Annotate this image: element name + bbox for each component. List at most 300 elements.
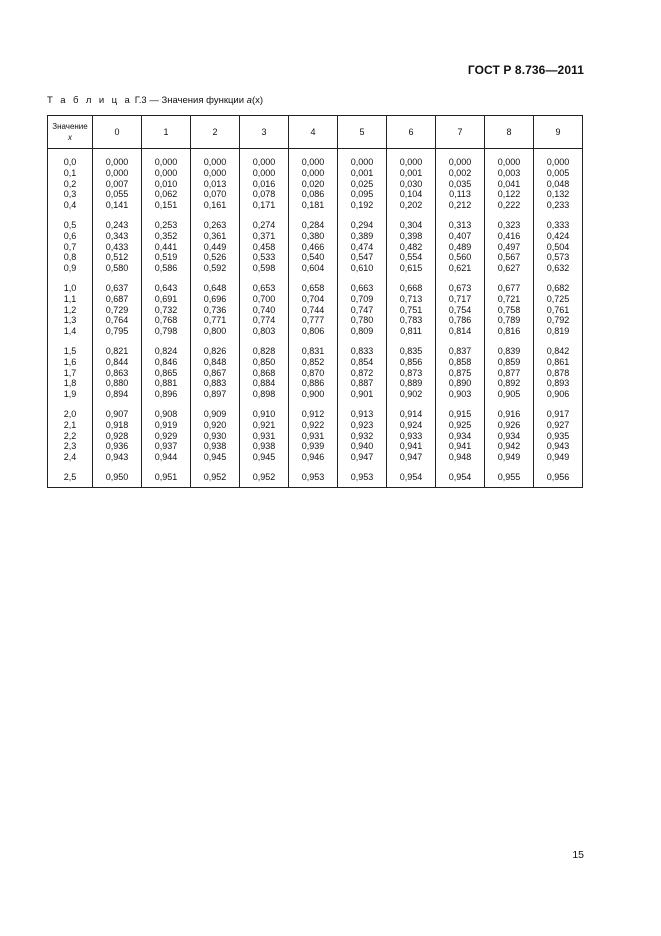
value-cell: 0,846 <box>142 357 191 368</box>
value-cell: 0,908 <box>142 400 191 420</box>
value-cell: 0,643 <box>142 274 191 294</box>
table-row <box>48 200 583 211</box>
value-cell: 0,668 <box>387 274 436 294</box>
value-cell: 0,865 <box>142 368 191 379</box>
value-cell: 0,906 <box>534 389 583 400</box>
value-cell: 0,740 <box>240 305 289 316</box>
value-cell: 0,881 <box>142 378 191 389</box>
value-cell: 0,035 <box>436 179 485 190</box>
values-table <box>47 115 583 488</box>
value-cell: 0,627 <box>485 263 534 274</box>
value-cell: 0,953 <box>338 463 387 487</box>
value-cell: 0,856 <box>387 357 436 368</box>
value-cell: 0,343 <box>93 231 142 242</box>
function-name: a <box>246 95 252 106</box>
value-cell: 0,889 <box>387 378 436 389</box>
value-cell: 0,837 <box>436 337 485 357</box>
value-cell: 0,828 <box>240 337 289 357</box>
value-cell: 0,861 <box>534 357 583 368</box>
value-cell: 0,954 <box>436 463 485 487</box>
value-cell: 0,935 <box>534 431 583 442</box>
value-cell: 0,003 <box>485 168 534 179</box>
value-cell: 0,474 <box>338 242 387 253</box>
value-cell: 0,875 <box>436 368 485 379</box>
value-cell: 0,333 <box>534 211 583 231</box>
document-code: ГОСТ Р 8.736—2011 <box>467 63 584 77</box>
value-cell: 0,831 <box>289 337 338 357</box>
x-value-cell: 1,8 <box>48 378 93 389</box>
value-cell: 0,943 <box>534 441 583 452</box>
x-value-cell: 0,9 <box>48 263 93 274</box>
value-cell: 0,826 <box>191 337 240 357</box>
value-cell: 0,850 <box>240 357 289 368</box>
value-cell: 0,786 <box>436 315 485 326</box>
table-row <box>48 357 583 368</box>
value-cell: 0,792 <box>534 315 583 326</box>
value-cell: 0,222 <box>485 200 534 211</box>
table-row <box>48 211 583 231</box>
value-cell: 0,466 <box>289 242 338 253</box>
value-cell: 0,000 <box>289 168 338 179</box>
value-cell: 0,809 <box>338 326 387 337</box>
value-cell: 0,816 <box>485 326 534 337</box>
value-cell: 0,777 <box>289 315 338 326</box>
value-cell: 0,931 <box>289 431 338 442</box>
value-cell: 0,925 <box>436 420 485 431</box>
value-cell: 0,868 <box>240 368 289 379</box>
value-cell: 0,721 <box>485 294 534 305</box>
value-cell: 0,930 <box>191 431 240 442</box>
x-value-cell: 1,5 <box>48 337 93 357</box>
table-row <box>48 368 583 379</box>
value-cell: 0,274 <box>240 211 289 231</box>
value-cell: 0,086 <box>289 189 338 200</box>
value-cell: 0,819 <box>534 326 583 337</box>
x-value-cell: 1,9 <box>48 389 93 400</box>
value-cell: 0,938 <box>191 441 240 452</box>
table-row <box>48 263 583 274</box>
value-cell: 0,863 <box>93 368 142 379</box>
value-cell: 0,858 <box>436 357 485 368</box>
value-cell: 0,839 <box>485 337 534 357</box>
x-header-symbol: x <box>68 133 72 142</box>
value-cell: 0,890 <box>436 378 485 389</box>
value-cell: 0,910 <box>240 400 289 420</box>
value-cell: 0,859 <box>485 357 534 368</box>
value-cell: 0,803 <box>240 326 289 337</box>
value-cell: 0,948 <box>436 452 485 463</box>
value-cell: 0,872 <box>338 368 387 379</box>
value-cell: 0,141 <box>93 200 142 211</box>
value-cell: 0,202 <box>387 200 436 211</box>
value-cell: 0,621 <box>436 263 485 274</box>
x-value-cell: 0,4 <box>48 200 93 211</box>
value-cell: 0,923 <box>338 420 387 431</box>
value-cell: 0,212 <box>436 200 485 211</box>
value-cell: 0,941 <box>436 441 485 452</box>
value-cell: 0,896 <box>142 389 191 400</box>
value-cell: 0,573 <box>534 252 583 263</box>
value-cell: 0,936 <box>93 441 142 452</box>
value-cell: 0,010 <box>142 179 191 190</box>
table-row <box>48 179 583 190</box>
value-cell: 0,814 <box>436 326 485 337</box>
value-cell: 0,931 <box>240 431 289 442</box>
x-value-cell: 0,2 <box>48 179 93 190</box>
table-row <box>48 378 583 389</box>
value-cell: 0,682 <box>534 274 583 294</box>
value-cell: 0,774 <box>240 315 289 326</box>
column-header: 4 <box>289 116 338 149</box>
x-column-header <box>48 116 93 149</box>
value-cell: 0,497 <box>485 242 534 253</box>
value-cell: 0,917 <box>534 400 583 420</box>
value-cell: 0,407 <box>436 231 485 242</box>
value-cell: 0,744 <box>289 305 338 316</box>
table-row <box>48 326 583 337</box>
value-cell: 0,598 <box>240 263 289 274</box>
table-row <box>48 463 583 487</box>
value-cell: 0,842 <box>534 337 583 357</box>
value-cell: 0,950 <box>93 463 142 487</box>
value-cell: 0,934 <box>485 431 534 442</box>
value-cell: 0,905 <box>485 389 534 400</box>
value-cell: 0,070 <box>191 189 240 200</box>
value-cell: 0,952 <box>240 463 289 487</box>
value-cell: 0,953 <box>289 463 338 487</box>
page-number: 15 <box>572 849 584 861</box>
value-cell: 0,512 <box>93 252 142 263</box>
value-cell: 0,691 <box>142 294 191 305</box>
value-cell: 0,122 <box>485 189 534 200</box>
column-header: 0 <box>93 116 142 149</box>
value-cell: 0,416 <box>485 231 534 242</box>
value-cell: 0,113 <box>436 189 485 200</box>
x-value-cell: 2,2 <box>48 431 93 442</box>
value-cell: 0,030 <box>387 179 436 190</box>
x-header-label: Значение <box>52 122 88 131</box>
value-cell: 0,000 <box>436 149 485 168</box>
value-cell: 0,181 <box>289 200 338 211</box>
value-cell: 0,243 <box>93 211 142 231</box>
value-cell: 0,901 <box>338 389 387 400</box>
value-cell: 0,233 <box>534 200 583 211</box>
value-cell: 0,844 <box>93 357 142 368</box>
value-cell: 0,586 <box>142 263 191 274</box>
value-cell: 0,887 <box>338 378 387 389</box>
x-value-cell: 1,1 <box>48 294 93 305</box>
value-cell: 0,717 <box>436 294 485 305</box>
value-cell: 0,893 <box>534 378 583 389</box>
function-argument: (x) <box>251 95 264 106</box>
value-cell: 0,171 <box>240 200 289 211</box>
value-cell: 0,854 <box>338 357 387 368</box>
value-cell: 0,637 <box>93 274 142 294</box>
value-cell: 0,313 <box>436 211 485 231</box>
value-cell: 0,761 <box>534 305 583 316</box>
value-cell: 0,945 <box>240 452 289 463</box>
x-value-cell: 1,3 <box>48 315 93 326</box>
value-cell: 0,016 <box>240 179 289 190</box>
x-value-cell: 0,5 <box>48 211 93 231</box>
value-cell: 0,458 <box>240 242 289 253</box>
value-cell: 0,939 <box>289 441 338 452</box>
value-cell: 0,323 <box>485 211 534 231</box>
value-cell: 0,951 <box>142 463 191 487</box>
value-cell: 0,000 <box>240 149 289 168</box>
value-cell: 0,918 <box>93 420 142 431</box>
table-word: Т а б л и ц а <box>47 95 133 106</box>
value-cell: 0,941 <box>387 441 436 452</box>
value-cell: 0,884 <box>240 378 289 389</box>
value-cell: 0,867 <box>191 368 240 379</box>
value-cell: 0,949 <box>534 452 583 463</box>
value-cell: 0,800 <box>191 326 240 337</box>
value-cell: 0,924 <box>387 420 436 431</box>
value-cell: 0,824 <box>142 337 191 357</box>
value-cell: 0,095 <box>338 189 387 200</box>
value-cell: 0,954 <box>387 463 436 487</box>
value-cell: 0,025 <box>338 179 387 190</box>
value-cell: 0,658 <box>289 274 338 294</box>
value-cell: 0,592 <box>191 263 240 274</box>
x-value-cell: 0,0 <box>48 149 93 168</box>
x-value-cell: 0,3 <box>48 189 93 200</box>
value-cell: 0,713 <box>387 294 436 305</box>
value-cell: 0,132 <box>534 189 583 200</box>
value-cell: 0,709 <box>338 294 387 305</box>
value-cell: 0,909 <box>191 400 240 420</box>
value-cell: 0,789 <box>485 315 534 326</box>
value-cell: 0,604 <box>289 263 338 274</box>
value-cell: 0,937 <box>142 441 191 452</box>
value-cell: 0,922 <box>289 420 338 431</box>
value-cell: 0,540 <box>289 252 338 263</box>
x-value-cell: 2,3 <box>48 441 93 452</box>
value-cell: 0,055 <box>93 189 142 200</box>
value-cell: 0,944 <box>142 452 191 463</box>
value-cell: 0,294 <box>338 211 387 231</box>
x-value-cell: 0,1 <box>48 168 93 179</box>
value-cell: 0,001 <box>387 168 436 179</box>
value-cell: 0,398 <box>387 231 436 242</box>
value-cell: 0,424 <box>534 231 583 242</box>
table-row <box>48 149 583 168</box>
value-cell: 0,700 <box>240 294 289 305</box>
value-cell: 0,754 <box>436 305 485 316</box>
value-cell: 0,000 <box>142 168 191 179</box>
value-cell: 0,725 <box>534 294 583 305</box>
x-value-cell: 1,0 <box>48 274 93 294</box>
value-cell: 0,632 <box>534 263 583 274</box>
value-cell: 0,615 <box>387 263 436 274</box>
value-cell: 0,928 <box>93 431 142 442</box>
value-cell: 0,933 <box>387 431 436 442</box>
value-cell: 0,441 <box>142 242 191 253</box>
table-row <box>48 431 583 442</box>
value-cell: 0,519 <box>142 252 191 263</box>
value-cell: 0,848 <box>191 357 240 368</box>
x-value-cell: 0,6 <box>48 231 93 242</box>
value-cell: 0,945 <box>191 452 240 463</box>
value-cell: 0,920 <box>191 420 240 431</box>
value-cell: 0,000 <box>142 149 191 168</box>
table-row <box>48 315 583 326</box>
value-cell: 0,560 <box>436 252 485 263</box>
x-value-cell: 1,7 <box>48 368 93 379</box>
value-cell: 0,704 <box>289 294 338 305</box>
value-cell: 0,955 <box>485 463 534 487</box>
value-cell: 0,648 <box>191 274 240 294</box>
value-cell: 0,929 <box>142 431 191 442</box>
table-row <box>48 189 583 200</box>
value-cell: 0,852 <box>289 357 338 368</box>
value-cell: 0,768 <box>142 315 191 326</box>
value-cell: 0,927 <box>534 420 583 431</box>
value-cell: 0,673 <box>436 274 485 294</box>
value-cell: 0,729 <box>93 305 142 316</box>
value-cell: 0,914 <box>387 400 436 420</box>
column-header: 9 <box>534 116 583 149</box>
value-cell: 0,361 <box>191 231 240 242</box>
value-cell: 0,002 <box>436 168 485 179</box>
value-cell: 0,000 <box>485 149 534 168</box>
value-cell: 0,007 <box>93 179 142 190</box>
value-cell: 0,835 <box>387 337 436 357</box>
value-cell: 0,526 <box>191 252 240 263</box>
value-cell: 0,751 <box>387 305 436 316</box>
value-cell: 0,811 <box>387 326 436 337</box>
value-cell: 0,380 <box>289 231 338 242</box>
value-cell: 0,873 <box>387 368 436 379</box>
value-cell: 0,771 <box>191 315 240 326</box>
value-cell: 0,696 <box>191 294 240 305</box>
value-cell: 0,898 <box>240 389 289 400</box>
value-cell: 0,000 <box>240 168 289 179</box>
table-row <box>48 242 583 253</box>
value-cell: 0,000 <box>534 149 583 168</box>
value-cell: 0,547 <box>338 252 387 263</box>
value-cell: 0,833 <box>338 337 387 357</box>
value-cell: 0,934 <box>436 431 485 442</box>
value-cell: 0,926 <box>485 420 534 431</box>
table-row <box>48 452 583 463</box>
value-cell: 0,795 <box>93 326 142 337</box>
x-value-cell: 2,0 <box>48 400 93 420</box>
header-row <box>48 116 583 149</box>
x-value-cell: 2,5 <box>48 463 93 487</box>
table-row <box>48 420 583 431</box>
column-header: 2 <box>191 116 240 149</box>
value-cell: 0,952 <box>191 463 240 487</box>
value-cell: 0,907 <box>93 400 142 420</box>
value-cell: 0,947 <box>387 452 436 463</box>
table-row <box>48 168 583 179</box>
value-cell: 0,610 <box>338 263 387 274</box>
column-header: 7 <box>436 116 485 149</box>
value-cell: 0,263 <box>191 211 240 231</box>
value-cell: 0,932 <box>338 431 387 442</box>
table-row <box>48 231 583 242</box>
table-description: Значения функции <box>161 95 245 106</box>
table-id: Г.3 <box>134 95 147 106</box>
value-cell: 0,489 <box>436 242 485 253</box>
value-cell: 0,062 <box>142 189 191 200</box>
x-value-cell: 0,7 <box>48 242 93 253</box>
value-cell: 0,048 <box>534 179 583 190</box>
value-cell: 0,886 <box>289 378 338 389</box>
value-cell: 0,949 <box>485 452 534 463</box>
value-cell: 0,780 <box>338 315 387 326</box>
value-cell: 0,567 <box>485 252 534 263</box>
x-value-cell: 2,4 <box>48 452 93 463</box>
table-row <box>48 337 583 357</box>
value-cell: 0,554 <box>387 252 436 263</box>
value-cell: 0,000 <box>387 149 436 168</box>
caption-dash: — <box>149 95 159 106</box>
column-header: 3 <box>240 116 289 149</box>
value-cell: 0,000 <box>93 149 142 168</box>
value-cell: 0,653 <box>240 274 289 294</box>
value-cell: 0,352 <box>142 231 191 242</box>
table-row <box>48 274 583 294</box>
value-cell: 0,921 <box>240 420 289 431</box>
x-value-cell: 1,2 <box>48 305 93 316</box>
value-cell: 0,919 <box>142 420 191 431</box>
value-cell: 0,284 <box>289 211 338 231</box>
value-cell: 0,104 <box>387 189 436 200</box>
value-cell: 0,912 <box>289 400 338 420</box>
column-header: 6 <box>387 116 436 149</box>
value-cell: 0,892 <box>485 378 534 389</box>
value-cell: 0,916 <box>485 400 534 420</box>
table-caption <box>47 95 263 106</box>
value-cell: 0,764 <box>93 315 142 326</box>
value-cell: 0,915 <box>436 400 485 420</box>
value-cell: 0,504 <box>534 242 583 253</box>
value-cell: 0,041 <box>485 179 534 190</box>
value-cell: 0,883 <box>191 378 240 389</box>
value-cell: 0,878 <box>534 368 583 379</box>
value-cell: 0,903 <box>436 389 485 400</box>
table-row <box>48 389 583 400</box>
value-cell: 0,942 <box>485 441 534 452</box>
value-cell: 0,151 <box>142 200 191 211</box>
value-cell: 0,946 <box>289 452 338 463</box>
value-cell: 0,000 <box>93 168 142 179</box>
x-value-cell: 1,4 <box>48 326 93 337</box>
value-cell: 0,000 <box>191 168 240 179</box>
value-cell: 0,161 <box>191 200 240 211</box>
x-value-cell: 0,8 <box>48 252 93 263</box>
value-cell: 0,747 <box>338 305 387 316</box>
value-cell: 0,001 <box>338 168 387 179</box>
value-cell: 0,000 <box>191 149 240 168</box>
column-header: 1 <box>142 116 191 149</box>
value-cell: 0,663 <box>338 274 387 294</box>
value-cell: 0,020 <box>289 179 338 190</box>
table-row <box>48 294 583 305</box>
value-cell: 0,005 <box>534 168 583 179</box>
value-cell: 0,880 <box>93 378 142 389</box>
value-cell: 0,687 <box>93 294 142 305</box>
value-cell: 0,736 <box>191 305 240 316</box>
value-cell: 0,877 <box>485 368 534 379</box>
value-cell: 0,943 <box>93 452 142 463</box>
value-cell: 0,758 <box>485 305 534 316</box>
value-cell: 0,783 <box>387 315 436 326</box>
value-cell: 0,533 <box>240 252 289 263</box>
